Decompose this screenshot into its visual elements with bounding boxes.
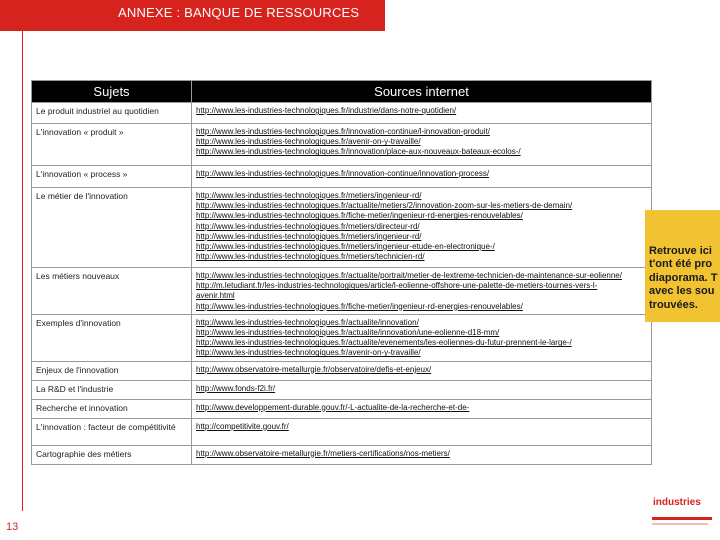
table-row xyxy=(32,103,652,124)
page-title: ANNEXE : BANQUE DE RESSOURCES xyxy=(118,5,360,20)
resource-link[interactable]: http://www.les-industries-technologiques.fr/actualite/innovation/une-eolienne-d18-mm/ xyxy=(196,328,500,338)
row-links xyxy=(192,418,652,445)
resource-link[interactable]: http://www.les-industries-technologiques.fr/actualite/portrait/metier-de-lextreme-technicien-de-maintenance-sur-eolienne/ xyxy=(196,271,622,280)
sidebar-divider xyxy=(22,31,23,511)
table-row xyxy=(32,268,652,315)
row-links xyxy=(192,380,652,399)
row-links xyxy=(192,124,652,166)
resource-link[interactable]: http://www.les-industries-technologiques.fr/innovation-continue/l-innovation-produit/ xyxy=(196,127,490,136)
table-row xyxy=(32,188,652,268)
row-subject: La R&D et l'industrie xyxy=(32,380,192,399)
header-subjects: Sujets xyxy=(32,81,192,103)
callout-note xyxy=(645,210,720,322)
resource-link[interactable]: http://www.les-industries-technologiques.fr/innovation/place-aux-nouveaux-bateaux-ecolos-/ xyxy=(196,147,521,157)
row-links xyxy=(192,166,652,188)
resource-link[interactable]: http://www.fonds-f2i.fr/ xyxy=(196,383,276,393)
resource-link[interactable]: http://www.les-industries-technologiques.fr/innovation-continue/innovation-process/ xyxy=(196,169,490,178)
row-links xyxy=(192,445,652,464)
logo-text: industries xyxy=(653,497,701,508)
row-subject: Cartographie des métiers xyxy=(32,445,192,464)
resource-link[interactable]: avenir.html xyxy=(196,291,235,301)
resource-link[interactable]: http://www.les-industries-technologiques.fr/metiers/ingenieur-etude-en-electronique-/ xyxy=(196,242,495,252)
table-row xyxy=(32,314,652,361)
resource-link[interactable]: http://www.les-industries-technologiques.fr/actualite/evenements/les-eoliennes-du-futur-prennent-le-large-/ xyxy=(196,338,572,348)
resource-link[interactable]: http://www.developpement-durable.gouv.fr/-L-actualite-de-la-recherche-et-de- xyxy=(196,402,470,412)
row-links xyxy=(192,188,652,268)
resource-link[interactable]: http://competitivite.gouv.fr/ xyxy=(196,421,289,431)
resources-table xyxy=(31,80,652,465)
resource-link[interactable]: http://www.observatoire-metallurgie.fr/metiers-certifications/nos-metiers/ xyxy=(196,448,450,458)
row-links xyxy=(192,314,652,361)
resource-link[interactable]: http://www.les-industries-technologiques.fr/avenir-on-y-travaille/ xyxy=(196,348,421,358)
header-banner xyxy=(0,0,385,31)
row-subject: L'innovation « process » xyxy=(32,166,192,188)
resource-link[interactable]: http://www.les-industries-technologiques.fr/metiers/ingenieur-rd/ xyxy=(196,231,422,241)
row-subject: Le produit industriel au quotidien xyxy=(32,103,192,124)
resource-link[interactable]: http://www.les-industries-technologiques.fr/actualite/innovation/ xyxy=(196,317,419,327)
logo-bar xyxy=(652,517,712,520)
resource-link[interactable]: http://www.les-industries-technologiques.fr/metiers/directeur-rd/ xyxy=(196,221,420,231)
row-subject: L'innovation « produit » xyxy=(32,124,192,166)
resource-link[interactable]: http://www.observatoire-metallurgie.fr/observatoire/defis-et-enjeux/ xyxy=(196,364,432,374)
table-row xyxy=(32,445,652,464)
row-links xyxy=(192,361,652,380)
industries-logo xyxy=(644,490,720,540)
resource-link[interactable]: http://www.les-industries-technologiques.fr/metiers/technicien-rd/ xyxy=(196,252,425,262)
resource-link[interactable]: http://m.letudiant.fr/les-industries-technologiques/article/l-eolienne-offshore-une-palette-de-metiers-tournes-vers-l- xyxy=(196,281,598,291)
row-subject: Enjeux de l'innovation xyxy=(32,361,192,380)
table-row xyxy=(32,124,652,166)
resource-link[interactable]: http://www.les-industries-technologiques.fr/fiche-metier/ingenieur-rd-energies-renouvelables/ xyxy=(196,211,523,221)
logo-bar-secondary xyxy=(652,523,708,525)
row-subject: Exemples d'innovation xyxy=(32,314,192,361)
resource-link[interactable]: http://www.les-industries-technologiques.fr/metiers/ingenieur-rd/ xyxy=(196,191,422,200)
table-header-row xyxy=(32,81,652,103)
resource-link[interactable]: http://www.les-industries-technologiques.fr/actualite/metiers/2/innovation-zoom-sur-les-metiers-de-demain/ xyxy=(196,201,573,211)
row-subject: Le métier de l'innovation xyxy=(32,188,192,268)
callout-text: Retrouve ici t'ont été pro diaporama. T avec les sou trouvées. xyxy=(649,245,718,311)
table-row xyxy=(32,166,652,188)
row-subject: Les métiers nouveaux xyxy=(32,268,192,315)
row-subject: Recherche et innovation xyxy=(32,399,192,418)
row-subject: L'innovation : facteur de compétitivité xyxy=(32,418,192,445)
header-sources: Sources internet xyxy=(192,81,652,103)
resource-link[interactable]: http://www.les-industries-technologiques.fr/avenir-on-y-travaille/ xyxy=(196,137,421,147)
row-links xyxy=(192,103,652,124)
table-row xyxy=(32,418,652,445)
resource-link[interactable]: http://www.les-industries-technologiques.fr/industrie/dans-notre-quotidien/ xyxy=(196,106,457,115)
page-number: 13 xyxy=(6,521,19,533)
resource-link[interactable]: http://www.les-industries-technologiques.fr/fiche-metier/ingenieur-rd-energies-renouvelables/ xyxy=(196,301,523,311)
table-row xyxy=(32,361,652,380)
table-body xyxy=(32,103,652,465)
row-links xyxy=(192,268,652,315)
table-row xyxy=(32,380,652,399)
table-row xyxy=(32,399,652,418)
row-links xyxy=(192,399,652,418)
